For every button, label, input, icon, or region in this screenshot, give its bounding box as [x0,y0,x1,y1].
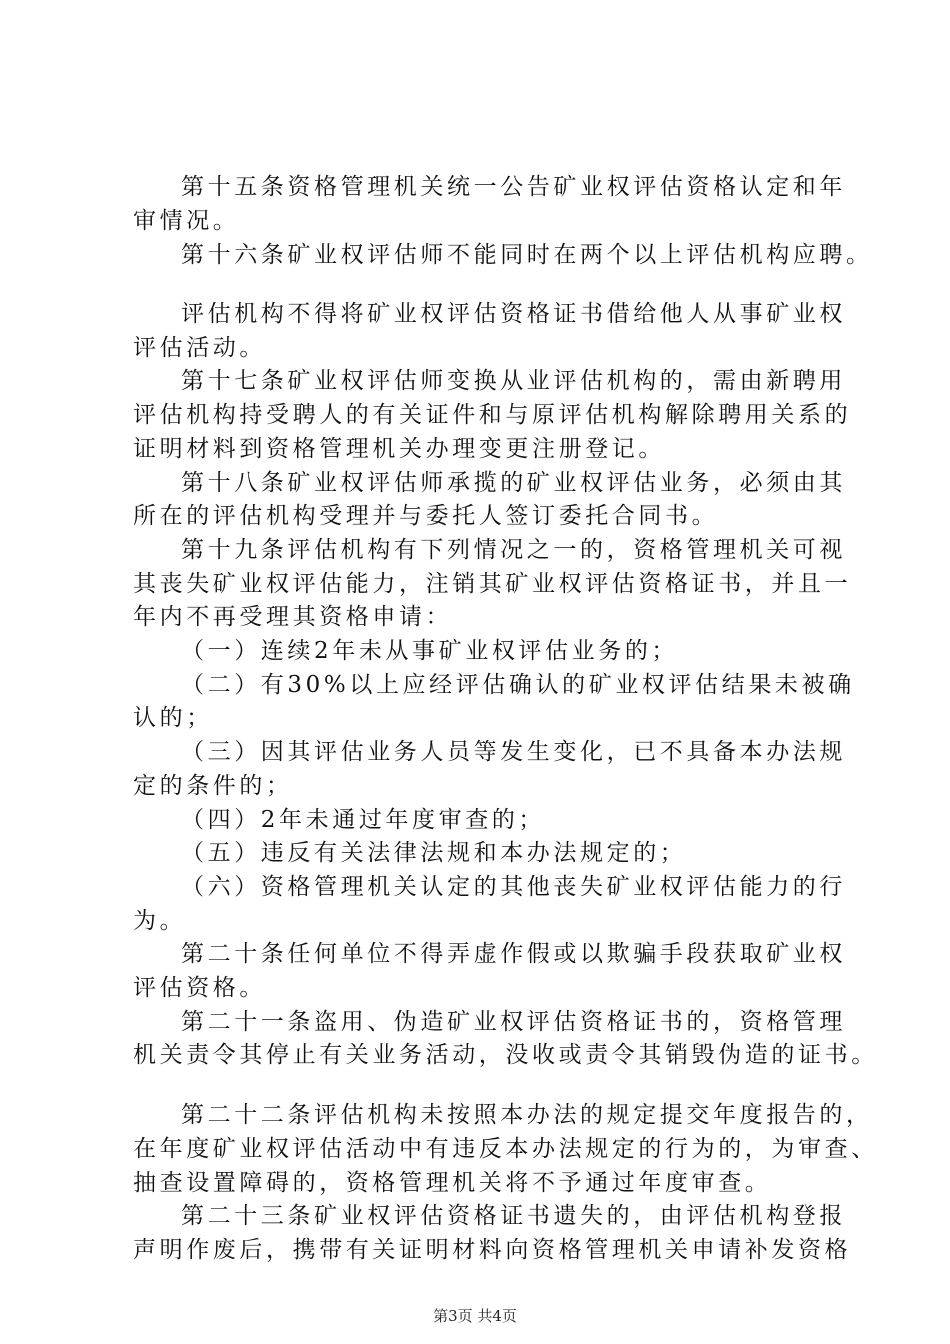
text-line: （二）有30%以上应经评估确认的矿业权评估结果未被确 [181,672,855,698]
text-line: 其丧失矿业权评估能力，注销其矿业权评估资格证书，并且一 [133,571,852,597]
text-line: （四）2年未通过年度审查的； [181,807,546,833]
text-line: 定的条件的； [133,773,293,799]
text-line: 机关责令其停止有关业务活动，没收或责令其销毁伪造的证书。 [133,1042,878,1068]
text-line: 抽查设置障碍的，资格管理机关将不予通过年度审查。 [133,1170,772,1196]
text-line: （六）资格管理机关认定的其他丧失矿业权评估能力的行 [181,874,846,900]
text-line: 评估活动。 [133,335,266,361]
text-line: 评估资格。 [133,975,266,1001]
text-line: （三）因其评估业务人员等发生变化，已不具备本办法规 [181,739,846,765]
text-line: 认的； [133,705,213,731]
text-line: 评估机构持受聘人的有关证件和与原评估机构解除聘用关系的 [133,402,852,428]
text-line: 评估机构不得将矿业权评估资格证书借给他人从事矿业权 [181,301,846,327]
text-line: 第十六条矿业权评估师不能同时在两个以上评估机构应聘。 [181,242,873,268]
text-line: 第十七条矿业权评估师变换从业评估机构的，需由新聘用 [181,368,846,394]
text-line: 证明材料到资格管理机关办理变更注册登记。 [133,436,665,462]
text-line: 第二十三条矿业权评估资格证书遗失的，由评估机构登报 [181,1203,846,1229]
text-line: 声明作废后，携带有关证明材料向资格管理机关申请补发资格 [133,1237,852,1263]
text-line: 审情况。 [133,208,240,234]
page-number-footer: 第3页 共4页 [433,1307,517,1325]
text-line: 在年度矿业权评估活动中有违反本办法规定的行为的，为审查、 [133,1136,878,1162]
text-line: 第二十一条盗用、伪造矿业权评估资格证书的，资格管理 [181,1009,846,1035]
text-line: 年内不再受理其资格申请： [133,604,453,630]
text-line: 第十五条资格管理机关统一公告矿业权评估资格认定和年 [181,174,846,200]
text-line: （五）违反有关法律法规和本办法规定的； [181,840,687,866]
text-line: 为。 [133,908,187,934]
text-line: 第十八条矿业权评估师承揽的矿业权评估业务，必须由其 [181,470,846,496]
text-line: 第二十二条评估机构未按照本办法的规定提交年度报告的， [181,1102,873,1128]
text-line: （一）连续2年未从事矿业权评估业务的； [181,638,679,664]
text-line: 第二十条任何单位不得弄虚作假或以欺骗手段获取矿业权 [181,941,846,967]
text-line: 第十九条评估机构有下列情况之一的，资格管理机关可视 [181,537,846,563]
text-line: 所在的评估机构受理并与委托人签订委托合同书。 [133,503,719,529]
